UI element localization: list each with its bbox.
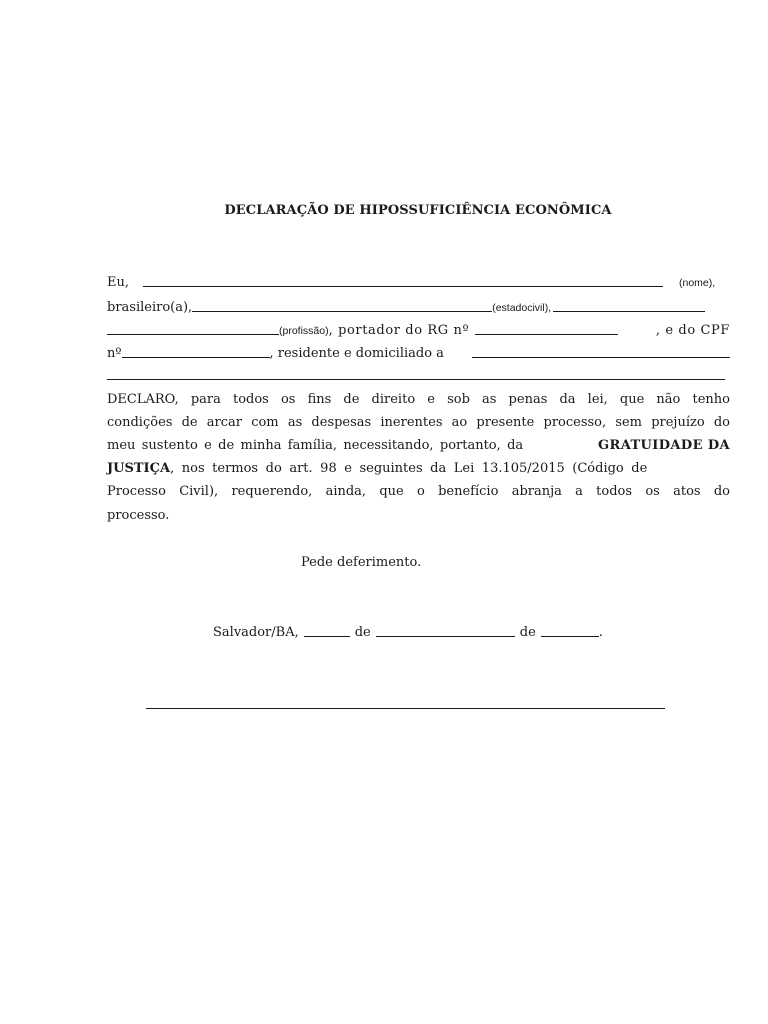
city-text: Salvador/BA,: [213, 625, 299, 640]
rg-text: , portador do RG nº: [328, 323, 470, 338]
profession-line: [107, 321, 730, 341]
nationality-line: [107, 298, 730, 318]
year-blank[interactable]: [541, 624, 599, 637]
profession-label: (profissão): [279, 325, 329, 337]
signature-line[interactable]: [146, 708, 665, 709]
declaration-line-6: processo.: [107, 508, 170, 523]
place-date-line: [213, 623, 603, 643]
address-continuation-line: [107, 366, 730, 386]
declaration-line-4: [107, 459, 730, 479]
day-blank[interactable]: [304, 624, 350, 637]
de-text-1: de: [354, 625, 371, 640]
nationality-label: brasileiro(a),: [107, 300, 193, 315]
month-blank[interactable]: [376, 624, 515, 637]
cpf-text: , e do CPF: [655, 323, 730, 338]
name-label: (nome),: [679, 277, 716, 289]
gratuidade-text: GRATUIDADE DA: [597, 438, 730, 453]
name-line: [107, 273, 730, 293]
civil-status-blank[interactable]: [192, 299, 492, 312]
declaration-line-3: [107, 436, 730, 456]
declaration-line-4-text: , nos termos do art. 98 e seguintes da Lei 13.105/2015 (Código de: [170, 461, 648, 476]
residence-text: , residente e domiciliado a: [269, 346, 444, 361]
profession-blank-start[interactable]: [553, 299, 705, 312]
justica-text: JUSTIÇA: [107, 461, 171, 476]
rg-blank[interactable]: [475, 322, 618, 335]
cpf-prefix: nº: [107, 346, 122, 361]
de-text-2: de: [519, 625, 536, 640]
declaration-line-3-text: meu sustento e de minha família, necessitando, portanto, da: [107, 438, 524, 453]
cpf-blank[interactable]: [122, 345, 270, 358]
declaration-line-2: condições de arcar com as despesas inerentes ao presente processo, sem prejuízo do: [107, 415, 730, 430]
profession-blank[interactable]: [107, 322, 279, 335]
eu-label: Eu,: [107, 275, 129, 290]
address-blank-2[interactable]: [107, 367, 725, 380]
residence-line: [107, 344, 730, 364]
request-text: Pede deferimento.: [301, 555, 422, 570]
civil-status-label: (estadocivil),: [492, 302, 552, 314]
address-blank[interactable]: [472, 345, 730, 358]
declaration-line-5: Processo Civil), requerendo, ainda, que o benefício abranja a todos os atos do: [107, 484, 730, 499]
document-title: DECLARAÇÃO DE HIPOSSUFICIÊNCIA ECONÔMICA: [224, 203, 612, 218]
date-end: .: [598, 625, 603, 640]
declaration-line-1: DECLARO, para todos os fins de direito e sob as penas da lei, que não tenho: [107, 392, 730, 407]
name-blank[interactable]: [143, 274, 663, 287]
